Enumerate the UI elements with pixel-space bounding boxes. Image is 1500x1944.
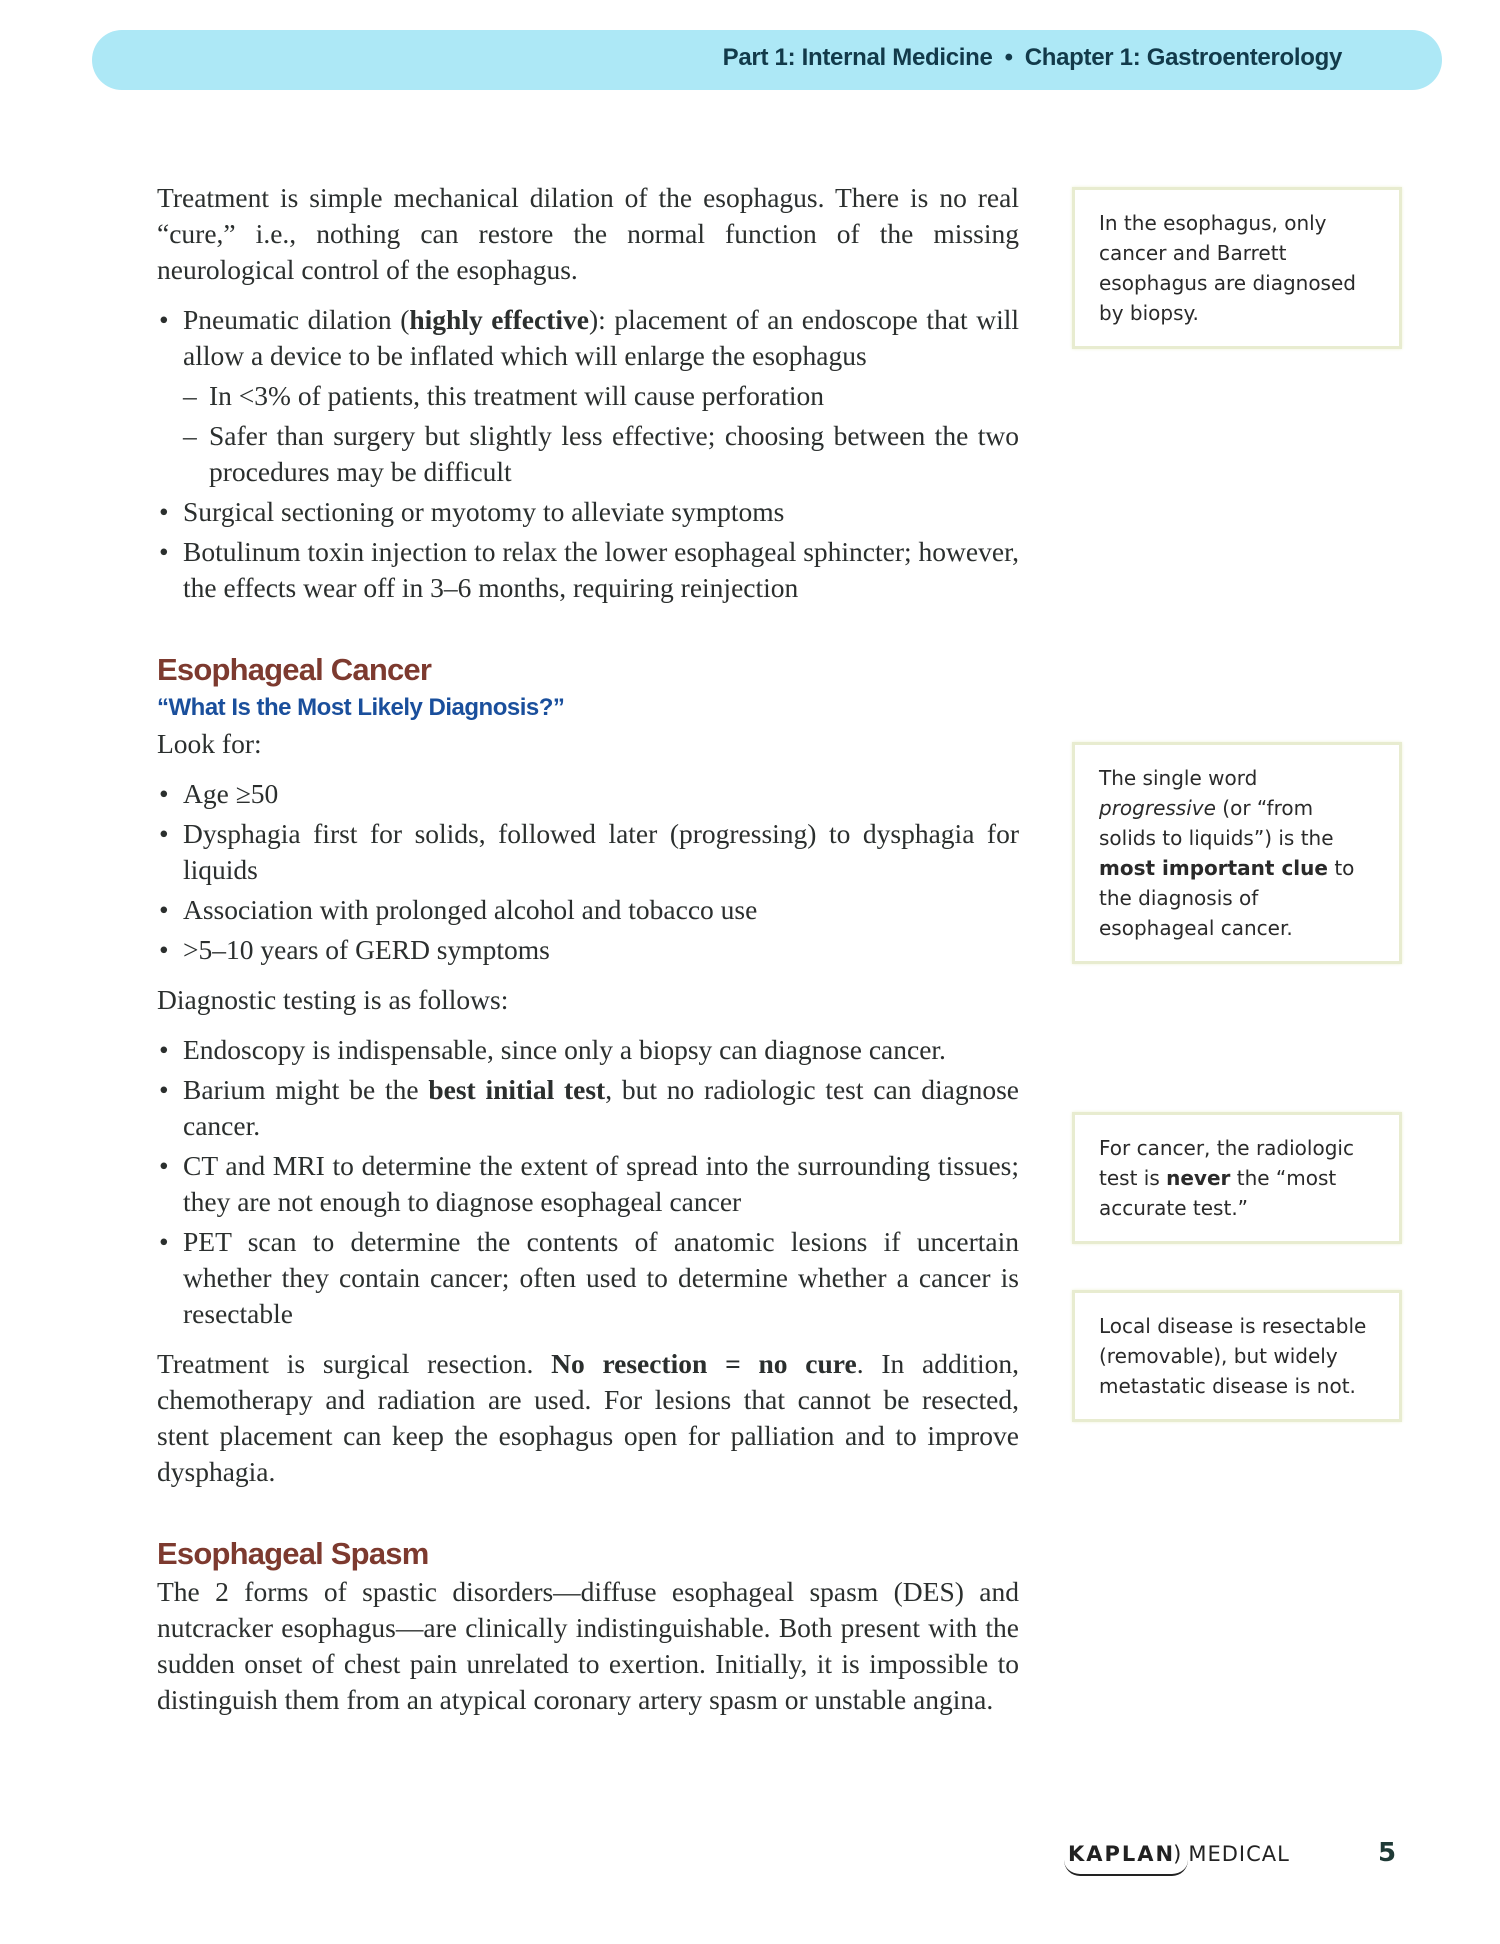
page-number: 5 — [1378, 1838, 1397, 1868]
list-item: • PET scan to determine the contents of anatomic lesions if uncertain whether they contain cancer; often used to determine whether a cancer is resectable — [157, 1224, 1019, 1332]
look-for-list — [157, 776, 1019, 968]
sidebar-note-biopsy: In the esophagus, only cancer and Barrett esophagus are diagnosed by biopsy. — [1072, 187, 1402, 349]
spasm-paragraph: The 2 forms of spastic disorders—diffuse esophageal spasm (DES) and nutcracker esophagus—are clinically indistinguishable. Both present with the sudden onset of chest pain unrelated to exertion. Initially, it is impossible to distinguish them from an atypical coronary artery spasm or unstable angina. — [157, 1576, 1019, 1715]
diagnostic-list — [157, 1032, 1019, 1332]
logo-swoosh-underline-icon — [1064, 1860, 1188, 1876]
main-column — [157, 180, 1019, 1718]
list-item: • Age ≥50 — [157, 776, 1019, 812]
list-item: • Endoscopy is indispensable, since only a biopsy can diagnose cancer. — [157, 1032, 1019, 1068]
list-item: • Pneumatic dilation (highly effective): placement of an endoscope that will allow a device to be inflated which will enlarge the esophagus — [157, 302, 1019, 374]
sidebar-note-progressive: The single word progressive (or “from solids to liquids”) is the most important clue to the diagnosis of esophageal cancer. — [1072, 742, 1402, 964]
section-heading-esophageal-cancer: Esophageal Cancer — [157, 652, 432, 687]
part-title: Part 1: Internal Medicine — [722, 44, 993, 71]
brand-medical: MEDICAL — [1188, 1842, 1290, 1866]
list-item: • >5–10 years of GERD symptoms — [157, 932, 1019, 968]
treatment-intro: Treatment is simple mechanical dilation of the esophagus. There is no real “cure,” i.e., nothing can restore the normal function of the missing neurological control of the esophagus. — [157, 182, 1019, 285]
diagnostic-label: Diagnostic testing is as follows: — [157, 984, 509, 1015]
cancer-treatment-paragraph: Treatment is surgical resection. No resection = no cure. In addition, chemotherapy and radiation are used. For lesions that cannot be resected, stent placement can keep the esophagus open for palliation and to improve dysphagia. — [157, 1348, 1019, 1487]
section-heading-esophageal-spasm: Esophageal Spasm — [157, 1536, 429, 1571]
chapter-title: Chapter 1: Gastroenterology — [1024, 44, 1342, 71]
list-item: • CT and MRI to determine the extent of spread into the surrounding tissues; they are not enough to diagnose esophageal cancer — [157, 1148, 1019, 1220]
running-header-text — [723, 44, 1342, 72]
sub-list-item: – Safer than surgery but slightly less effective; choosing between the two procedures may be difficult — [157, 418, 1019, 490]
brand-kaplan: KAPLAN — [1068, 1842, 1176, 1866]
treatment-list — [157, 302, 1019, 606]
list-item: • Barium might be the best initial test, but no radiologic test can diagnose cancer. — [157, 1072, 1019, 1144]
subheading-most-likely-diagnosis: “What Is the Most Likely Diagnosis?” — [157, 694, 565, 721]
list-item: • Association with prolonged alcohol and tobacco use — [157, 892, 1019, 928]
look-for-label: Look for: — [157, 728, 262, 759]
bullet-separator: • — [1004, 44, 1013, 71]
running-header — [92, 30, 1442, 90]
sidebar-note-radiologic: For cancer, the radiologic test is never the “most accurate test.” — [1072, 1112, 1402, 1244]
logo-swoosh-icon: ) — [1173, 1842, 1183, 1866]
list-item: • Surgical sectioning or myotomy to alleviate symptoms — [157, 494, 1019, 530]
kaplan-medical-logo — [1068, 1842, 1290, 1866]
list-item: • Botulinum toxin injection to relax the lower esophageal sphincter; however, the effects wear off in 3–6 months, requiring reinjection — [157, 534, 1019, 606]
list-item: • Dysphagia first for solids, followed later (progressing) to dysphagia for liquids — [157, 816, 1019, 888]
sidebar-note-resectable: Local disease is resectable (removable), but widely metastatic disease is not. — [1072, 1290, 1402, 1422]
sub-list-item: – In <3% of patients, this treatment will cause perforation — [157, 378, 1019, 414]
